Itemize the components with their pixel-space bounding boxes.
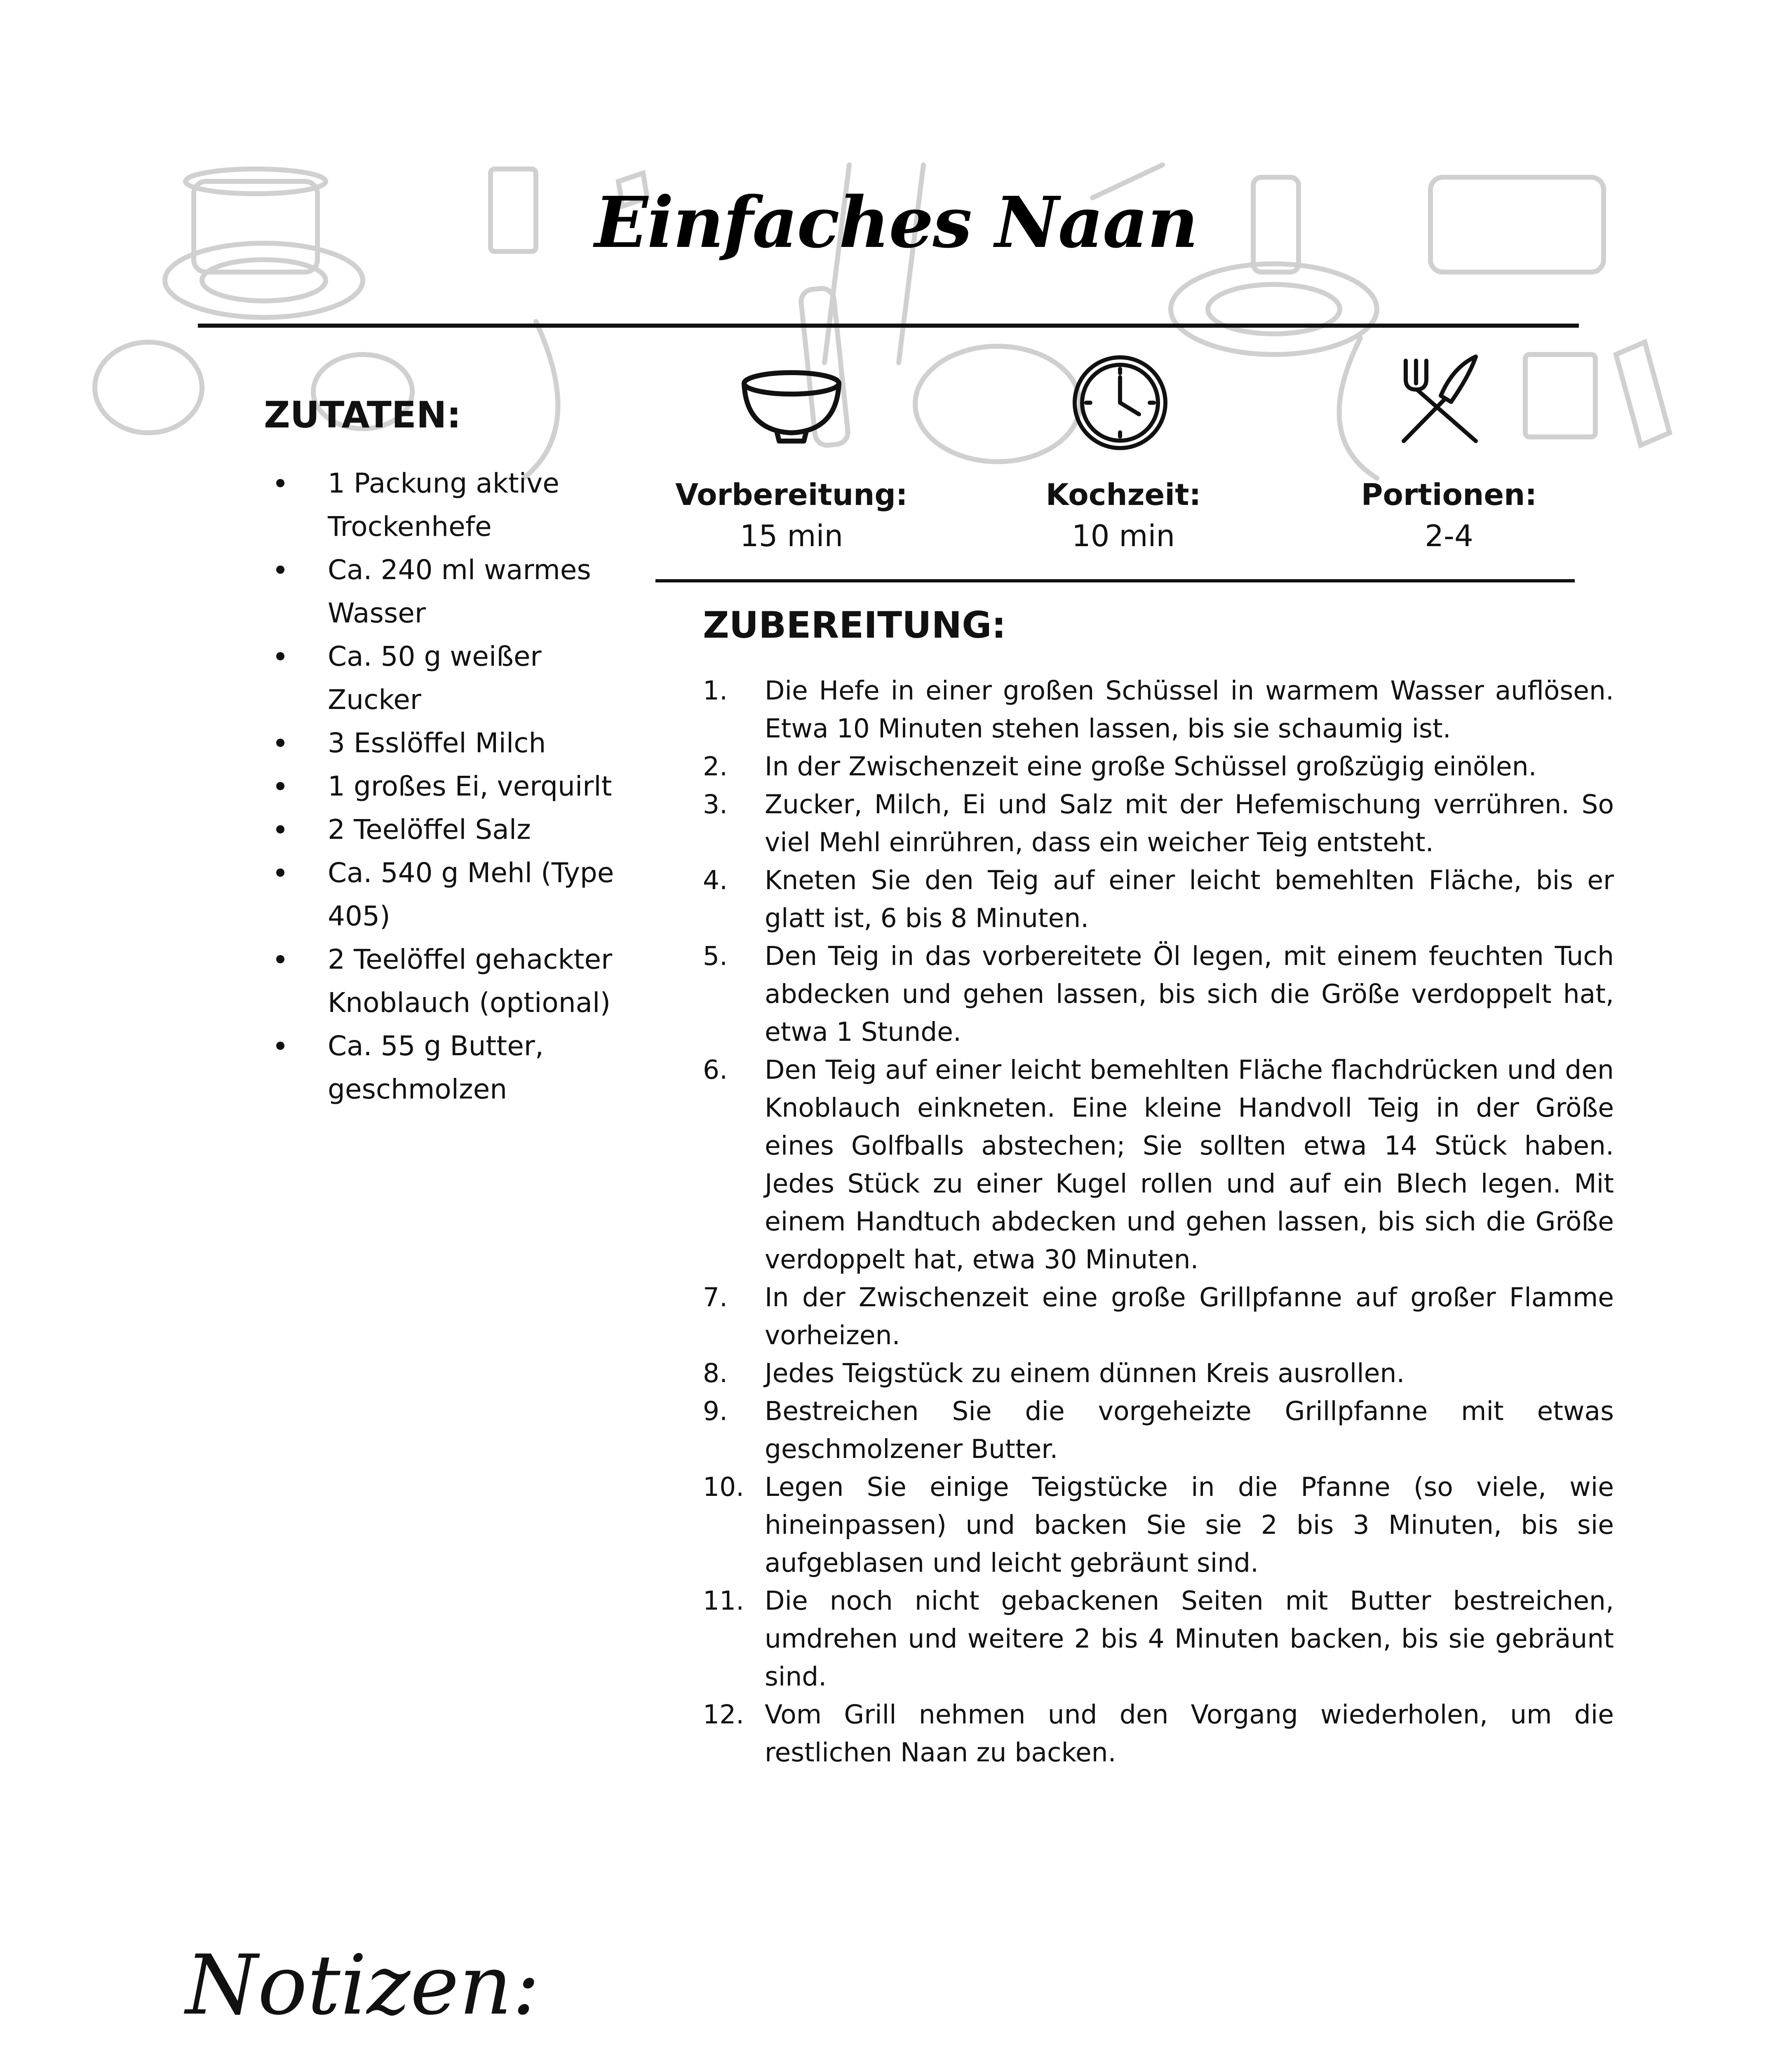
step-number: 12. (703, 1700, 745, 1730)
ingredient-item: Ca. 540 g Mehl (Type 405) (264, 851, 635, 938)
cutlery-icon (1391, 350, 1488, 447)
step-number: 6. (703, 1055, 728, 1085)
step-number: 11. (703, 1586, 745, 1616)
ingredient-item: Ca. 55 g Butter, geschmolzen (264, 1024, 635, 1111)
step-text: In der Zwischenzeit eine große Schüssel großzügig einölen. (765, 751, 1537, 782)
ingredient-item: 3 Esslöffel Milch (264, 721, 635, 765)
servings-value: 2-4 (1425, 519, 1473, 553)
instruction-step (703, 1696, 1614, 1772)
instruction-step (703, 1468, 1614, 1582)
step-text: In der Zwischenzeit eine große Grillpfanne auf großer Flamme vorheizen. (765, 1282, 1614, 1350)
instruction-step (703, 1582, 1614, 1696)
instruction-step (703, 748, 1614, 786)
instruction-step (703, 1051, 1614, 1279)
instruction-step (703, 861, 1614, 937)
step-text: Den Teig in das vorbereitete Öl legen, mit einem feuchten Tuch abdecken und gehen lassen, bis sich die Größe verdoppelt hat, etwa 1 Stunde. (765, 941, 1614, 1047)
prep-time-value: 15 min (740, 519, 843, 553)
ingredients-list (264, 462, 635, 1111)
step-text: Zucker, Milch, Ei und Salz mit der Hefemischung verrühren. So viel Mehl einrühren, dass ein weicher Teig entsteht. (765, 789, 1614, 857)
instruction-step (703, 1354, 1614, 1392)
ingredients-heading: ZUTATEN: (264, 394, 461, 436)
cook-time-value: 10 min (1071, 519, 1175, 553)
ingredient-item: 1 großes Ei, verquirlt (264, 765, 635, 808)
prep-time (668, 474, 915, 556)
title-divider (198, 324, 1579, 328)
step-number: 7. (703, 1282, 728, 1312)
step-text: Kneten Sie den Teig auf einer leicht bemehlten Fläche, bis er glatt ist, 6 bis 8 Minuten. (765, 865, 1614, 933)
instructions-list (703, 672, 1614, 1772)
step-number: 8. (703, 1358, 728, 1388)
step-text: Die noch nicht gebackenen Seiten mit Butter bestreichen, umdrehen und weitere 2 bis 4 Minuten backen, bis sie gebräunt sind. (765, 1586, 1614, 1692)
cook-time (1000, 474, 1247, 556)
meta-divider (655, 579, 1575, 582)
step-number: 1. (703, 676, 728, 706)
instruction-step (703, 1392, 1614, 1468)
kitchen-doodles-top (0, 124, 1792, 495)
step-number: 3. (703, 789, 728, 819)
instruction-step (703, 1279, 1614, 1354)
ingredient-item: Ca. 240 ml warmes Wasser (264, 548, 635, 635)
notes-title: Notizen: (186, 1937, 540, 2033)
servings-label: Portionen: (1361, 477, 1537, 512)
step-text: Jedes Teigstück zu einem dünnen Kreis ausrollen. (765, 1358, 1405, 1388)
step-text: Vom Grill nehmen und den Vorgang wiederholen, um die restlichen Naan zu backen. (765, 1700, 1614, 1768)
step-number: 10. (703, 1472, 745, 1502)
ingredient-item: 1 Packung aktive Trockenhefe (264, 462, 635, 548)
prep-time-label: Vorbereitung: (675, 477, 908, 512)
step-text: Legen Sie einige Teigstücke in die Pfanne (so viele, wie hineinpassen) und backen Sie sie 2 bis 3 Minuten, bis sie aufgeblasen und leicht gebräunt sind. (765, 1472, 1614, 1578)
instructions-heading: ZUBEREITUNG: (703, 604, 1006, 646)
clock-icon (1070, 352, 1171, 453)
cook-time-label: Kochzeit: (1045, 477, 1201, 512)
servings (1325, 474, 1573, 556)
ingredient-item: 2 Teelöffel Salz (264, 808, 635, 851)
step-number: 4. (703, 865, 728, 895)
instruction-step (703, 937, 1614, 1051)
step-text: Die Hefe in einer großen Schüssel in warmem Wasser auflösen. Etwa 10 Minuten stehen lassen, bis sie schaumig ist. (765, 676, 1614, 744)
instruction-step (703, 672, 1614, 748)
step-text: Bestreichen Sie die vorgeheizte Grillpfanne mit etwas geschmolzener Butter. (765, 1396, 1614, 1464)
bowl-icon (738, 363, 845, 445)
step-number: 9. (703, 1396, 728, 1426)
ingredient-item: Ca. 50 g weißer Zucker (264, 635, 635, 721)
instruction-step (703, 786, 1614, 861)
recipe-title: Einfaches Naan (594, 181, 1198, 264)
step-text: Den Teig auf einer leicht bemehlten Fläche flachdrücken und den Knoblauch einkneten. Eine kleine Handvoll Teig in der Größe eines Golfballs abstechen; Sie sollten etwa 14 Stück haben. Jedes Stück zu einer Kugel rollen und auf ein Blech legen. Mit einem Handtuch abdecken und gehen lassen, bis sich die Größe verdoppelt hat, etwa 30 Minuten. (765, 1055, 1614, 1275)
step-number: 5. (703, 941, 728, 971)
step-number: 2. (703, 751, 728, 782)
ingredient-item: 2 Teelöffel gehackter Knoblauch (optional) (264, 938, 635, 1024)
